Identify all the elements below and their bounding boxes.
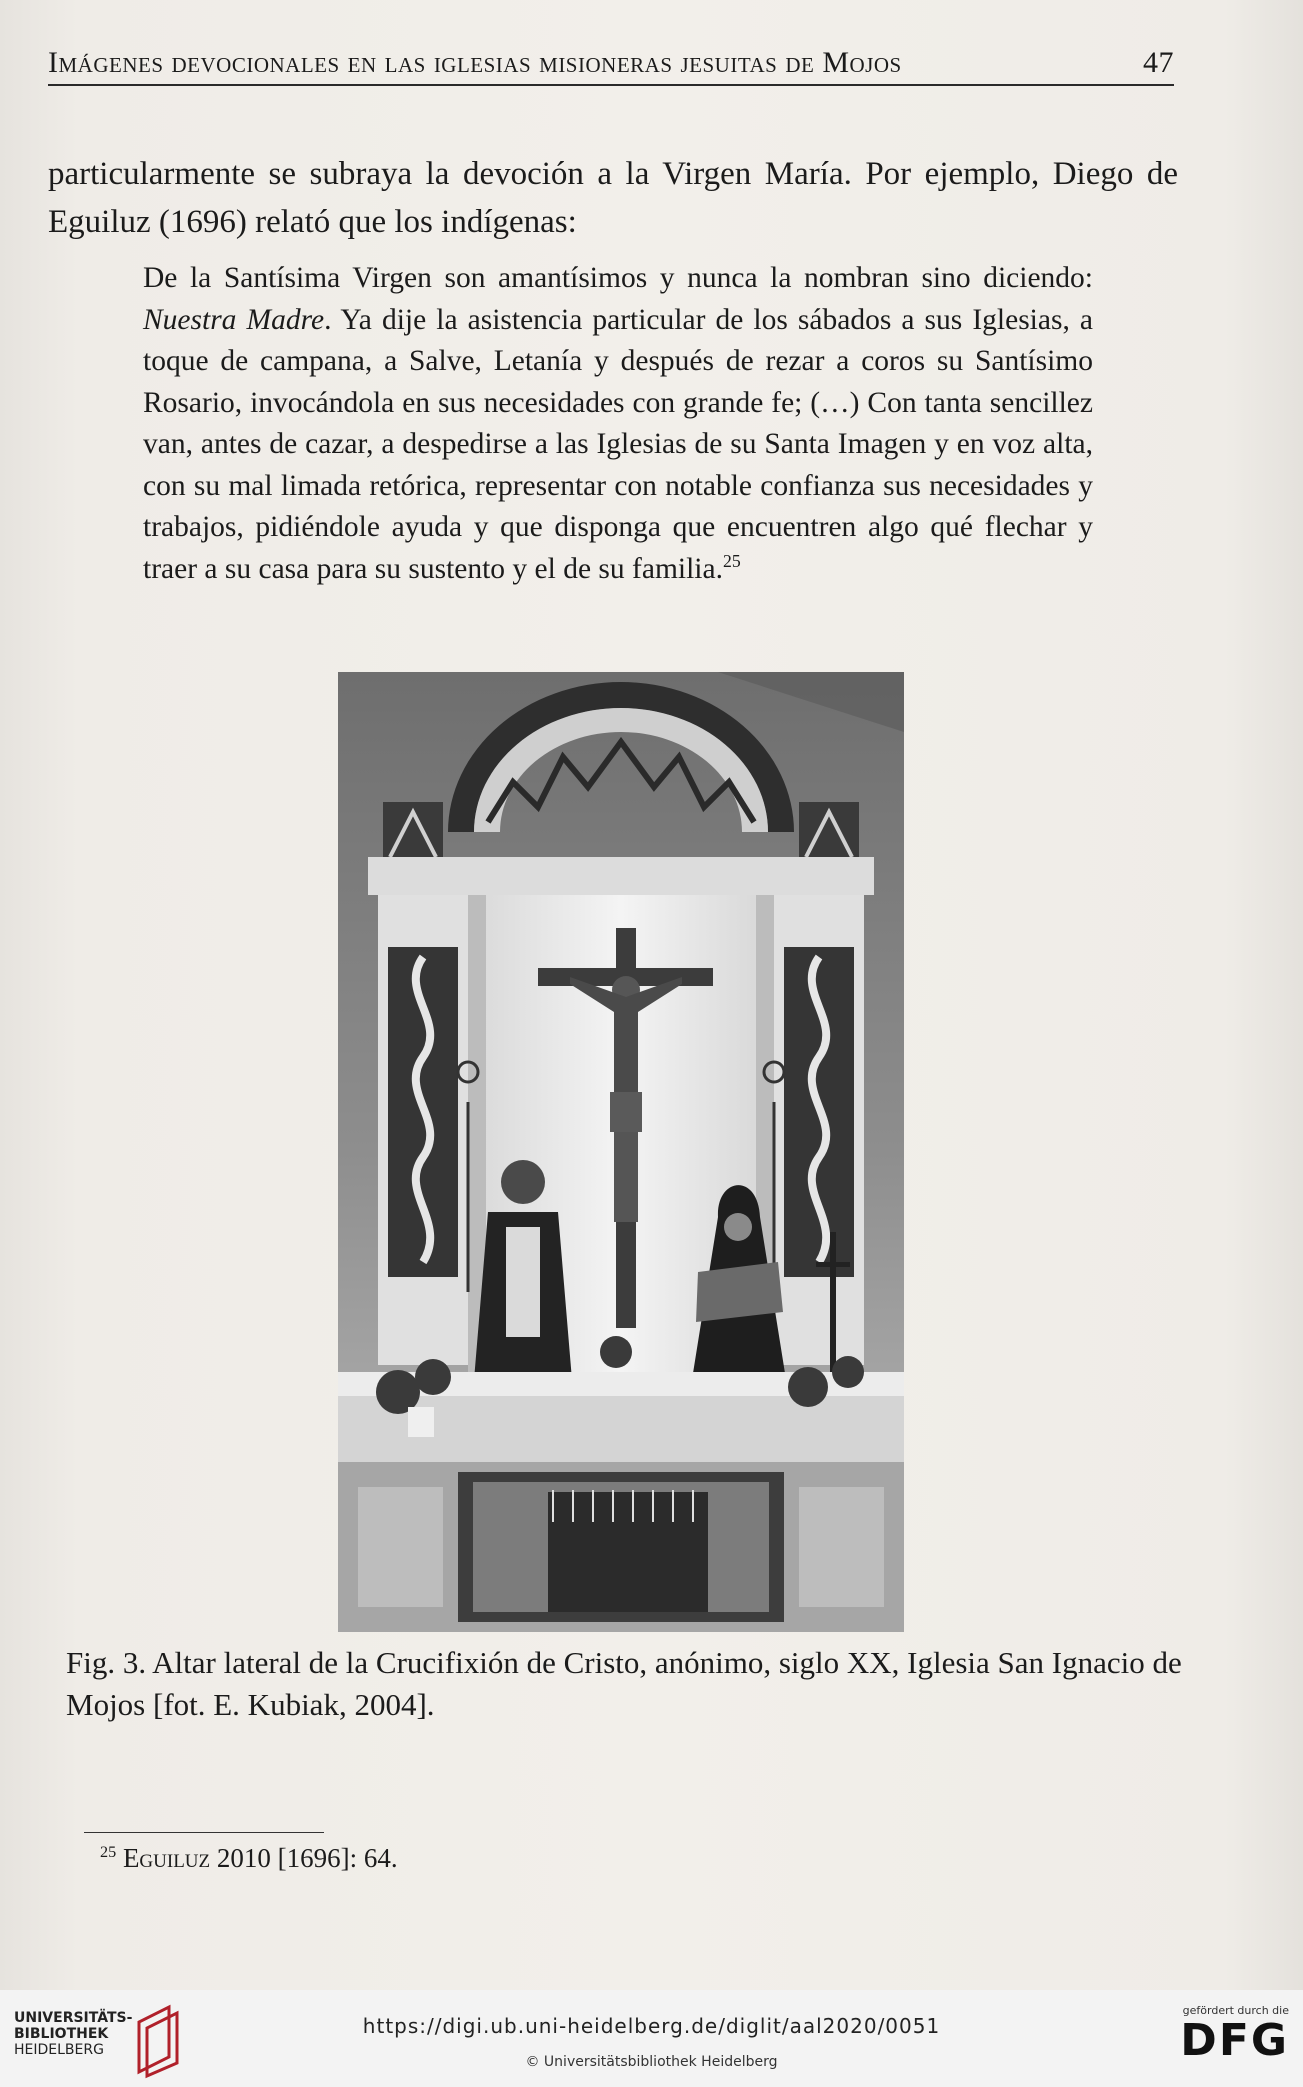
quote-italic-phrase: Nuestra Madre (143, 303, 325, 336)
dfg-logo: DFG (1180, 2015, 1289, 2066)
running-header (48, 46, 1174, 86)
footnote-author: Eguiluz (122, 1843, 211, 1873)
library-name-line-2: BIBLIOTHEK (14, 2026, 109, 2042)
copyright-notice: © Universitätsbibliothek Heidelberg (525, 2054, 778, 2070)
running-title: Imágenes devocionales en las iglesias misioneras jesuitas de Mojos (48, 46, 902, 79)
source-url-link[interactable]: https://digi.ub.uni-heidelberg.de/diglit/aal2020/0051 (362, 2014, 941, 2038)
page-number: 47 (1143, 46, 1174, 79)
footnote-divider (84, 1832, 324, 1833)
footnote-text: 2010 [1696]: 64. (210, 1843, 398, 1873)
funding-label: gefördert durch die (1182, 2004, 1289, 2017)
figure-caption: Fig. 3. Altar lateral de la Crucifixión de Cristo, anónimo, siglo XX, Iglesia San Ignacio de Mojos [fot. E. Kubiak, 2004]. (66, 1645, 1182, 1722)
altar-photograph (338, 672, 904, 1632)
footnote-number: 25 (100, 1843, 117, 1861)
quote-text-end: . Ya dije la asistencia particular de los sábados a sus Iglesias, a toque de campana, a Salve, Letanía y después de rezar a coros su Santísimo Rosario, invocándola en sus necesidades con grande fe; (…) Con tanta sencillez van, antes de cazar, a despedirse a las Iglesias de su Santa Imagen y en voz alta, con su mal limada retórica, representar con notable confianza sus necesidades y trabajos, pidiéndole ayuda y que disponga que encuentren algo qué flechar y traer a su casa para su sustento y el de su familia. (143, 303, 1093, 585)
block-quote (143, 258, 1093, 590)
intro-paragraph: particularmente se subraya la devoción a la Virgen María. Por ejemplo, Diego de Eguiluz (1696) relató que los indígenas: (48, 156, 1178, 240)
footnote (100, 1843, 398, 1874)
footnote-reference: 25 (722, 550, 741, 571)
quote-text-start: De la Santísima Virgen son amantísimos y nunca la nombran sino diciendo: (143, 262, 1093, 294)
dfg-funding (1159, 2004, 1289, 2065)
library-name-line-1: UNIVERSITÄTS- (14, 2010, 133, 2026)
library-name-line-3: HEIDELBERG (14, 2042, 104, 2058)
digitization-footer (0, 1990, 1303, 2087)
altar-photograph-image (338, 672, 904, 1632)
